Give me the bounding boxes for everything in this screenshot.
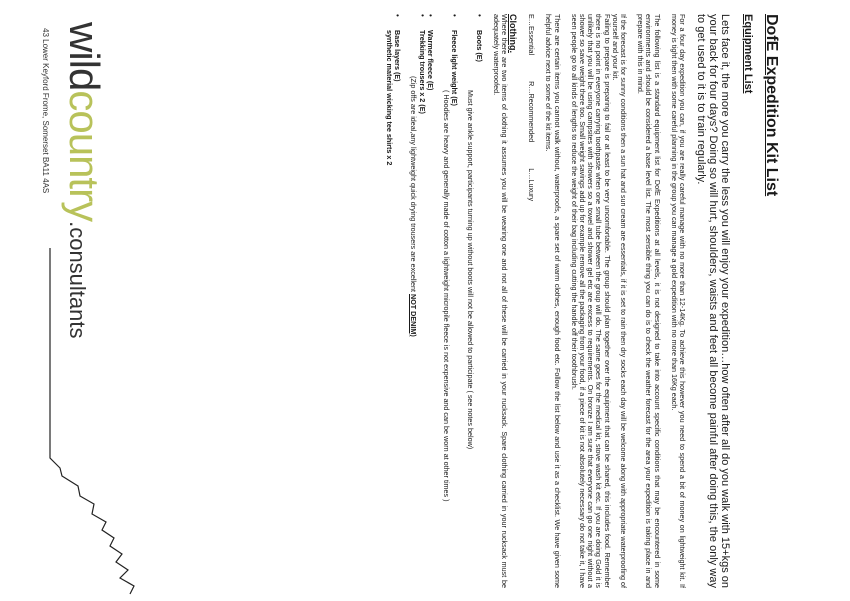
document-body [377, 14, 780, 588]
list-item [426, 14, 434, 588]
list-item [409, 14, 425, 588]
company-address: 43 Lower Keyford Frome, Somerset BA11 4AS [41, 28, 50, 194]
paragraph-planning: Failing to prepare is preparing to fail or at least to be very uncomfortable. The group should plan together over the equipment that can be shared, this includes food. Remember there is no point in everyone carrying toothpaste when one small tube between the group will do. The same goes for the medical kit, stove wash kit etc. If you are doing Gold it is unlikely that you will be using campsites with showers so a towel and shower gel etc are excess to requirements. On bronze I am sure that everyone can go one night without a shower so save weight there too. Small weight savings add up for example remove all the packaging from your food, if a piece of kit is not absolutely necessary do not take it, I have seen people go to all kinds of lengths to reduce the weight of their bag including cutting the handle off their toothbrush. [569, 14, 612, 588]
trousers-note-emphasis: NOT DENIM) [409, 294, 419, 337]
item-fleece-note: ( Hoodies are heavy and generally made of cotton a lightweight micropile fleece is not expensive and can be worn at other times ) [441, 90, 451, 502]
document-title: DofE Expedition Kit List [763, 14, 780, 197]
key-luxury: L…Luxury [527, 168, 537, 202]
wildcountry-logo [60, 22, 108, 339]
kit-key [527, 14, 535, 588]
paragraph-forecast: If the forecast is for sunny conditions then a sun hat and sun cream are essentials, if it is set to rain then dry socks each day will be welcome along with appropriate waterproofing of yourself and your kit. [610, 14, 628, 588]
logo-wild: wild [61, 22, 108, 91]
lead-paragraph: Lets face it, the more you carry the less you will enjoy your expedition…how often after all do you walk with 15+kgs on your back for four days? Doing so will hurt, shoulders, waists and feet all become painful after doing this, the only way to get used to it is to train regularly. [695, 14, 731, 588]
paragraph-standard-list: The following list is a standard equipment list for DofE Expeditions at all levels, it is not designed to take into account specific conditions that may be encountered in some environments and should be considered a base level list. The most sensible thing you can do is to check the weather forecast for the area your expedition is taking place in and prepare with this in mind. [636, 14, 662, 588]
clothing-heading: Clothing. [507, 14, 518, 53]
list-item [442, 14, 458, 588]
item-warmer-fleece: • Warmer fleece (E) [425, 30, 435, 91]
item-boots-note: Must give ankle support, participants turning up without boots will not be allowed to participate ( see notes below) [466, 90, 476, 450]
item-base-layers: • Base layers (E) [393, 30, 403, 82]
list-item [385, 14, 401, 588]
key-essential: E…Essential [527, 14, 537, 56]
paragraph-weight: For a four day expedition you can, if you are really careful manage with no more than 12-14Kg. To achieve this however you need to spend a bit of money on lightweight kit. If money is tight then with some careful planning in the group you can manage a gold expedition with no more than 16Kg each. [669, 14, 687, 588]
item-trousers-note [409, 30, 417, 588]
list-item [466, 14, 482, 588]
item-boots: • Boots (E) [474, 30, 484, 62]
document-subtitle: Equipment List [742, 14, 754, 94]
item-trousers: • Trekking trousers x 2 (E) [417, 30, 427, 114]
logo-country: country [61, 90, 108, 222]
item-fleece: • Fleece light weight (E) [450, 30, 460, 106]
key-recommended: R…Recommended [527, 81, 537, 143]
item-base-layers-sub: synthetic material wicking tee shirts x 2 [384, 30, 394, 166]
clothing-list [385, 14, 483, 588]
logo-consultants: .consultants [65, 221, 90, 339]
paragraph-checklist: There are certain items you cannot walk without, waterproofs, a spare set of warm clothes, enough food etc. Follow the list below and use it as a checklist. We have given some helpful advice next to some of the kit items. [544, 14, 562, 588]
trousers-note-text: (Zip offs are ideal,any lightweight quick drying trousers are excellent [409, 76, 419, 293]
clothing-intro: Where there are two items of clothing it assumes you will be wearing one and not all of these will be carried in your rucksack. Spare clothing carried in your rucksack must be adequately waterproofed. [491, 14, 509, 588]
